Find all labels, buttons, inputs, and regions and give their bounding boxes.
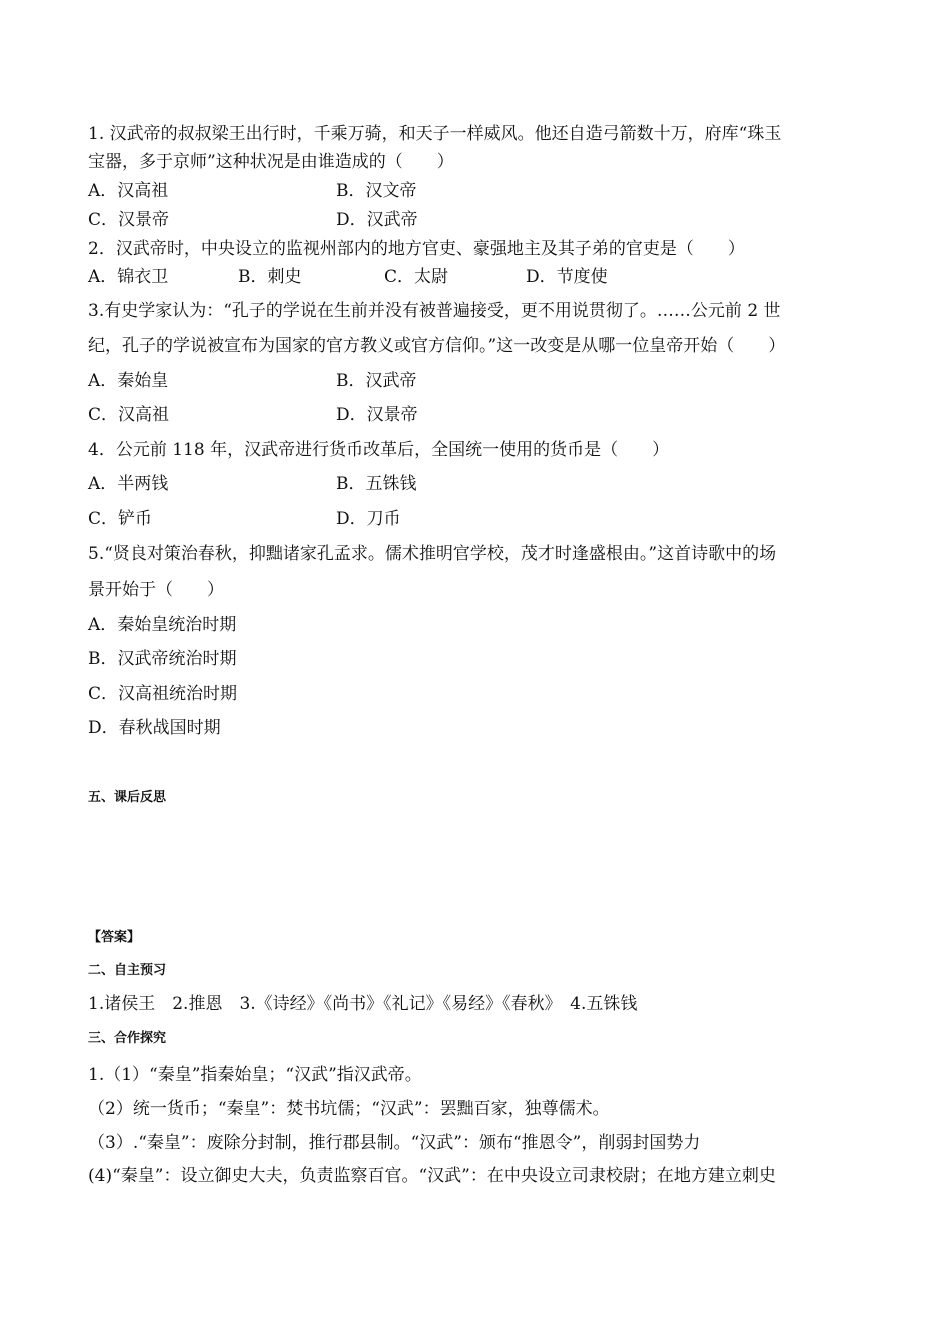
question-1-stem-line-2: 宝器，多于京师”这种状况是由谁造成的（ ）	[88, 152, 454, 172]
question-1-option-d: D．汉武帝	[336, 210, 418, 230]
question-2-option-b: B．刺史	[238, 267, 302, 287]
question-5-option-c: C．汉高祖统治时期	[88, 684, 238, 704]
question-3-option-d: D．汉景帝	[336, 405, 418, 425]
question-3-stem-line-2: 纪，孔子的学说被宣布为国家的官方教义或官方信仰。”这一改变是从哪一位皇帝开始（ ）	[88, 336, 786, 356]
question-3-option-a: A．秦始皇	[88, 371, 169, 391]
question-1-option-b: B．汉文帝	[336, 181, 417, 201]
question-3-option-c: C．汉高祖	[88, 405, 170, 425]
question-4-stem-line-1: 4．公元前 118 年，汉武帝进行货币改革后，全国统一使用的货币是（ ）	[88, 440, 670, 460]
question-5-option-b: B．汉武帝统治时期	[88, 649, 237, 669]
question-1-option-a: A．汉高祖	[88, 181, 169, 201]
question-5-stem-line-1: 5.“贤良对策治春秋，抑黜诸家孔孟求。儒术推明官学校，茂才时逢盛根由。”这首诗歌中的场	[88, 544, 777, 564]
question-3-option-b: B．汉武帝	[336, 371, 417, 391]
answers-section-3-line-3: （3）.“秦皇”：废除分封制，推行郡县制。“汉武”：颁布“推恩令”，削弱封国势力	[88, 1133, 701, 1153]
question-5-stem-line-2: 景开始于（ ）	[88, 580, 224, 600]
answers-section-3-title: 三、合作探究	[88, 1031, 167, 1046]
question-4-option-d: D．刀币	[336, 509, 401, 529]
question-4-option-a: A．半两钱	[88, 474, 169, 494]
question-3-stem-line-1: 3.有史学家认为：“孔子的学说在生前并没有被普遍接受，更不用说贯彻了。……公元前 2 世	[88, 301, 781, 321]
answers-section-3-line-2: （2）统一货币；“秦皇”：焚书坑儒；“汉武”：罢黜百家，独尊儒术。	[88, 1099, 610, 1119]
answers-section-2-text: 1.诸侯王 2.推恩 3.《诗经》《尚书》《礼记》《易经》《春秋》 4.五铢钱	[88, 994, 638, 1014]
section-5-title: 五、课后反思	[88, 790, 167, 805]
question-2-option-d: D．节度使	[526, 267, 608, 287]
answers-section-3-line-4: (4)“秦皇”：设立御史大夫，负责监察百官。“汉武”：在中央设立司隶校尉；在地方建立刺史	[88, 1166, 776, 1186]
answers-section-2-title: 二、自主预习	[88, 963, 167, 978]
answers-title: 【答案】	[88, 930, 141, 945]
question-2-stem-line-1: 2．汉武帝时，中央设立的监视州部内的地方官吏、豪强地主及其子弟的官吏是（ ）	[88, 239, 745, 259]
answers-section-3-line-1: 1.（1）“秦皇”指秦始皇；“汉武”指汉武帝。	[88, 1065, 422, 1085]
question-2-option-a: A．锦衣卫	[88, 267, 169, 287]
question-2-option-c: C．太尉	[384, 267, 449, 287]
question-5-option-a: A．秦始皇统治时期	[88, 615, 237, 635]
question-5-option-d: D．春秋战国时期	[88, 718, 221, 738]
question-4-option-c: C．铲币	[88, 509, 153, 529]
question-1-option-c: C．汉景帝	[88, 210, 170, 230]
question-1-stem-line-1: 1. 汉武帝的叔叔梁王出行时，千乘万骑，和天子一样威风。他还自造弓箭数十万，府库“珠玉	[88, 124, 782, 144]
question-4-option-b: B．五铢钱	[336, 474, 417, 494]
